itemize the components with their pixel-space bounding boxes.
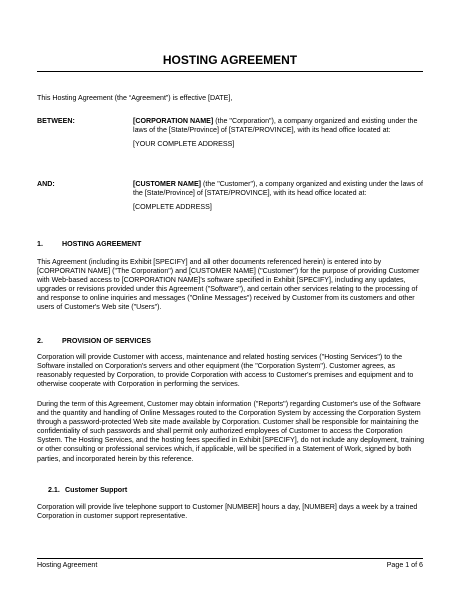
- intro-text: This Hosting Agreement (the “Agreement”) is effective [DATE],: [37, 94, 233, 102]
- and-label: AND:: [37, 180, 55, 188]
- section-1-heading: [37, 240, 141, 249]
- subsection-2-1-heading: [48, 486, 127, 495]
- and-text: (the "Customer"), a company organized and existing under the laws of the [State/Province] of [STATE/PROVINCE], with its head office located at:: [133, 180, 423, 198]
- section-2-paragraph-2: During the term of this Agreement, Customer may obtain information ("Reports") regarding Customer's use of the Software and the quantity and handling of Online Messages routed to the Corporation System by accessing the Corporation System through a password-protected Web site made available by Corporation. Customer shall be responsible for maintaining the confidentiality of such passwords and shall permit only authorized employees of Customer to access the Corporation System. The Hosting Services, and the hosting fees specified in Exhibit [SPECIFY], do not include any deployment, training or other consulting or professional services which, if applicable, will be specified in a Statement of Work, signed by both parties, and incorporated herein by this reference.: [37, 400, 425, 463]
- and-address: [COMPLETE ADDRESS]: [133, 203, 212, 212]
- and-party: [133, 180, 425, 212]
- between-label: BETWEEN:: [37, 117, 75, 125]
- subsection-2-1-number: 2.1.: [48, 486, 60, 494]
- title-divider: [37, 71, 423, 72]
- between-address: [YOUR COMPLETE ADDRESS]: [133, 140, 235, 149]
- section-2-paragraph-1: Corporation will provide Customer with access, maintenance and related hosting services ("Hosting Services") to the Software installed on Corporation's servers and other equipment (the "Corporation System"). Customer agrees, as reasonably requested by Corporation, to provide Corporation with access to Customer's premises and equipment and to otherwise cooperate with Corporation in performing the services.: [37, 353, 414, 389]
- and-description: [133, 180, 425, 198]
- section-2-title: PROVISION OF SERVICES: [62, 337, 151, 345]
- document-title: HOSTING AGREEMENT: [162, 53, 298, 67]
- section-2-number: 2.: [37, 337, 43, 345]
- between-description: [133, 117, 425, 135]
- section-2-heading: [37, 337, 151, 346]
- between-party: [133, 117, 425, 149]
- between-name: [CORPORATION NAME]: [133, 117, 214, 125]
- subsection-2-1-title: Customer Support: [65, 486, 128, 494]
- footer-page-number: Page 1 of 6: [386, 561, 423, 569]
- and-name: [CUSTOMER NAME]: [133, 180, 202, 188]
- subsection-2-1-paragraph: Corporation will provide live telephone support to Customer [NUMBER] hours a day, [NUMBER] days a week by a trained Corporation in customer support representative.: [37, 503, 418, 521]
- between-text: (the "Corporation"), a company organized and existing under the laws of the [State/Province] of [STATE/PROVINCE], with its head office located at:: [133, 117, 418, 135]
- section-1-paragraph: This Agreement (including its Exhibit [SPECIFY] and all other documents referenced herein) is entered into by [CORPORATIN NAME] ("The Corporation") and [CUSTOMER NAME] ("Customer") for the purpose of providing Customer with Web-based access to [CORPORATION NAME]'s software specified in Exhibit [SPECIFY], including any updates, upgrades or revisions provided under this Agreement ("Software"), and certain other services relating to the processing of and response to online inquiries and messages ("Online Messages") received by Customer from its customers and other users of Customer's Web site ("Users").: [37, 258, 420, 312]
- footer-divider: [37, 558, 423, 559]
- section-1-number: 1.: [37, 240, 43, 248]
- footer-document-name: Hosting Agreement: [37, 561, 98, 569]
- section-1-title: HOSTING AGREEMENT: [62, 240, 142, 248]
